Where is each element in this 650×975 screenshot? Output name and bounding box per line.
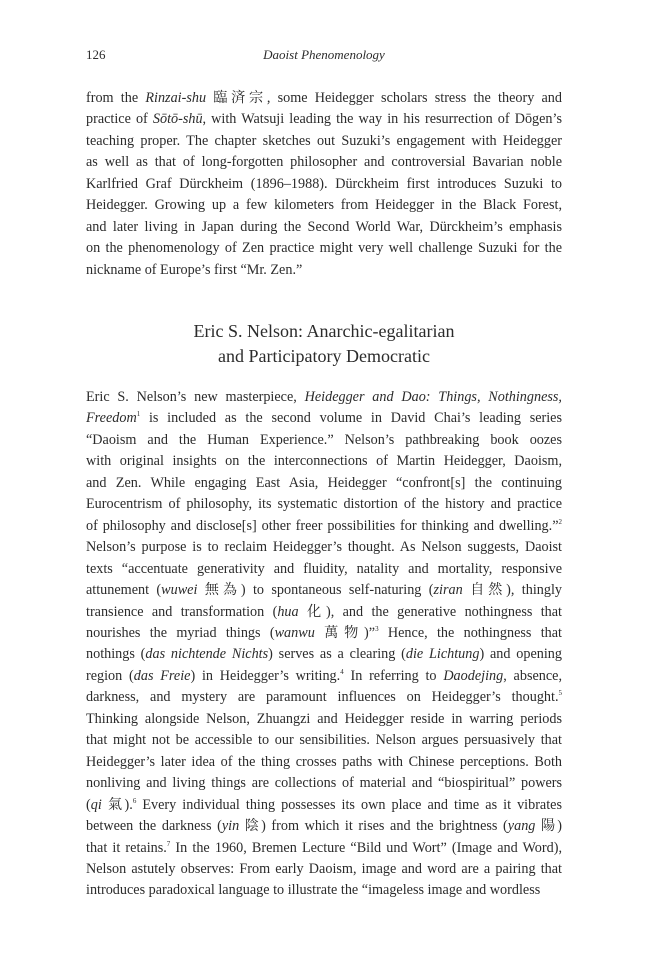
italic-run: Heidegger and Dao: Things, Nothingness, <box>304 389 562 405</box>
text-run: of philosophy and disclose[s] other freer possibilities for thinking and dwelling.” <box>86 517 559 534</box>
text-run: teaching proper. The chapter sketches out Suzuki’s engagement with Heidegger <box>86 132 562 149</box>
text-line <box>86 131 562 152</box>
footnote-marker: 1 <box>136 410 141 419</box>
text-run: nothings ( <box>86 646 146 663</box>
text-run: Thinking alongside Nelson, Zhuangzi and Heidegger reside in warring periods <box>86 710 562 727</box>
text-run: ) and opening <box>479 646 562 663</box>
text-run: Every individual thing possesses its own place and time as it vibrates <box>136 796 562 813</box>
text-run: , with Watsuji leading the way in his resurrection of Dōgen’s <box>202 111 562 128</box>
italic-run: ziran <box>433 582 463 599</box>
italic-run: das Freie <box>133 667 191 684</box>
text-line <box>86 838 562 859</box>
text-run: practice of <box>86 111 153 128</box>
text-run: 自然), thingly <box>462 582 562 599</box>
running-title: Daoist Phenomenology <box>263 47 385 62</box>
text-line <box>86 387 562 408</box>
text-run: 無為) to spontaneous self-naturing ( <box>197 582 434 599</box>
text-run: and later living in Japan during the Second World War, Dürckheim’s emphasis <box>86 218 562 235</box>
text-line <box>86 709 562 730</box>
footnote-marker: 2 <box>558 517 562 526</box>
page-number: 126 <box>86 47 106 62</box>
text-line <box>86 537 562 558</box>
text-line <box>86 687 562 708</box>
italic-run: yang <box>507 818 536 835</box>
text-run: and Zen. While engaging East Asia, Heidegger “confront[s] the continuing <box>86 474 562 491</box>
text-line <box>86 795 562 816</box>
italic-run: Rinzai-shu <box>145 90 207 106</box>
footnote-marker: 4 <box>340 667 344 676</box>
text-run: as well as that of long-forgotten philosopher and controversial Bavarian noble <box>86 154 562 171</box>
text-run: Nelson’s purpose is to reclaim Heidegger’s thought. As Nelson suggests, Daoist <box>86 539 562 556</box>
text-run: nourishes the myriad things ( <box>86 624 275 641</box>
text-line <box>86 644 562 665</box>
section-heading-line-2: and Participatory Democratic <box>218 346 430 366</box>
footnote-marker: 3 <box>375 624 379 633</box>
text-line <box>86 730 562 751</box>
text-line <box>86 430 562 451</box>
text-run: texts “accentuate generativity and fluidity, natality and mortality, responsive <box>86 560 562 577</box>
text-line <box>86 580 562 601</box>
text-line <box>86 752 562 773</box>
text-run: Eric S. Nelson’s new masterpiece, <box>86 389 305 405</box>
text-line <box>86 88 562 109</box>
italic-run: wuwei <box>161 582 198 599</box>
italic-run: yin <box>221 818 240 835</box>
text-run: is included as the second volume in David Chai’s leading series <box>140 410 562 427</box>
text-run: “Daoism and the Human Experience.” Nelson’s pathbreaking book oozes <box>86 431 562 448</box>
text-run: In referring to <box>343 667 444 684</box>
text-line <box>86 217 562 238</box>
text-line <box>86 494 562 515</box>
text-run: Karlfried Graf Dürckheim (1896–1988). Dürckheim first introduces Suzuki to <box>86 175 562 192</box>
text-line <box>86 109 562 130</box>
text-line <box>86 602 562 623</box>
text-line <box>86 260 562 281</box>
text-run: that might not be accessible to our sensibilities. Nelson argues persuasively that <box>86 732 562 749</box>
text-run: with original insights on the interconnections of Martin Heidegger, Daoism, <box>86 453 562 470</box>
text-line <box>86 238 562 259</box>
text-run: Hence, the nothingness that <box>378 624 562 641</box>
text-line <box>86 451 562 472</box>
running-head <box>86 47 562 65</box>
text-run: In the 1960, Bremen Lecture “Bild und Wort” (Image and Word), <box>170 839 562 856</box>
text-run: nickname of Europe’s first “Mr. Zen.” <box>86 261 303 278</box>
text-line <box>86 880 562 901</box>
italic-run: Sōtō-shū <box>152 111 203 128</box>
text-run: transience and transformation ( <box>86 603 278 620</box>
italic-run: das nichtende Nichts <box>145 646 269 663</box>
section-heading <box>86 319 562 369</box>
text-run: 陰) from which it rises and the brightness ( <box>239 818 508 835</box>
text-run: darkness, and mystery are paramount influences on Heidegger’s thought. <box>86 689 559 706</box>
text-run: region ( <box>86 667 134 684</box>
text-run: from the <box>86 90 146 106</box>
text-run: attunement ( <box>86 582 162 599</box>
text-run: introduces paradoxical language to illustrate the “imageless image and wordless <box>86 882 541 899</box>
text-line <box>86 195 562 216</box>
italic-run: qi <box>90 796 102 813</box>
text-line <box>86 623 562 644</box>
text-run: ) serves as a clearing ( <box>268 646 406 663</box>
text-line <box>86 559 562 580</box>
text-run: 萬物)” <box>314 624 376 641</box>
footnote-marker: 5 <box>558 689 562 698</box>
text-run: that it retains. <box>86 839 167 856</box>
text-run: nonliving and living things are collections of material and “biospiritual” powers <box>86 775 562 792</box>
text-run: ) in Heidegger’s writing. <box>190 667 341 684</box>
text-run: Heidegger. Growing up a few kilometers from Heidegger in the Black Forest, <box>86 197 562 214</box>
text-line <box>86 816 562 837</box>
text-run: 化), and the generative nothingness that <box>298 603 562 620</box>
text-run: 臨済宗, some Heidegger scholars stress the theory and <box>206 90 562 106</box>
text-line <box>86 516 562 537</box>
text-line <box>86 152 562 173</box>
text-line <box>86 174 562 195</box>
paragraph-intro <box>86 88 562 281</box>
text-run: 氣). <box>101 796 133 813</box>
text-line <box>86 859 562 880</box>
text-line <box>86 473 562 494</box>
text-run: Eurocentrism of philosophy, its systematic distortion of the history and practice <box>86 496 562 513</box>
text-run: ( <box>86 796 91 813</box>
text-run: Nelson astutely observes: From early Daoism, image and word are a pairing that <box>86 860 562 877</box>
text-line <box>86 666 562 687</box>
footnote-marker: 7 <box>166 839 171 848</box>
footnote-marker: 6 <box>132 796 137 805</box>
section-heading-line-1: Eric S. Nelson: Anarchic-egalitarian <box>193 321 455 341</box>
text-run: , absence, <box>503 667 562 684</box>
text-run: Heidegger’s later idea of the thing crosses paths with Chinese perceptions. Both <box>86 753 562 770</box>
italic-run: wanwu <box>274 624 315 641</box>
text-run: between the darkness ( <box>86 818 222 835</box>
paragraph-nelson <box>86 387 562 902</box>
italic-run: die Lichtung <box>405 646 480 663</box>
italic-run: hua <box>277 603 299 620</box>
italic-run: Freedom <box>86 410 137 427</box>
text-line <box>86 408 562 429</box>
text-run: 陽) <box>535 818 563 835</box>
italic-run: Daodejing <box>443 667 504 684</box>
text-line <box>86 773 562 794</box>
text-run: on the phenomenology of Zen practice might very well challenge Suzuki for the <box>86 240 562 257</box>
